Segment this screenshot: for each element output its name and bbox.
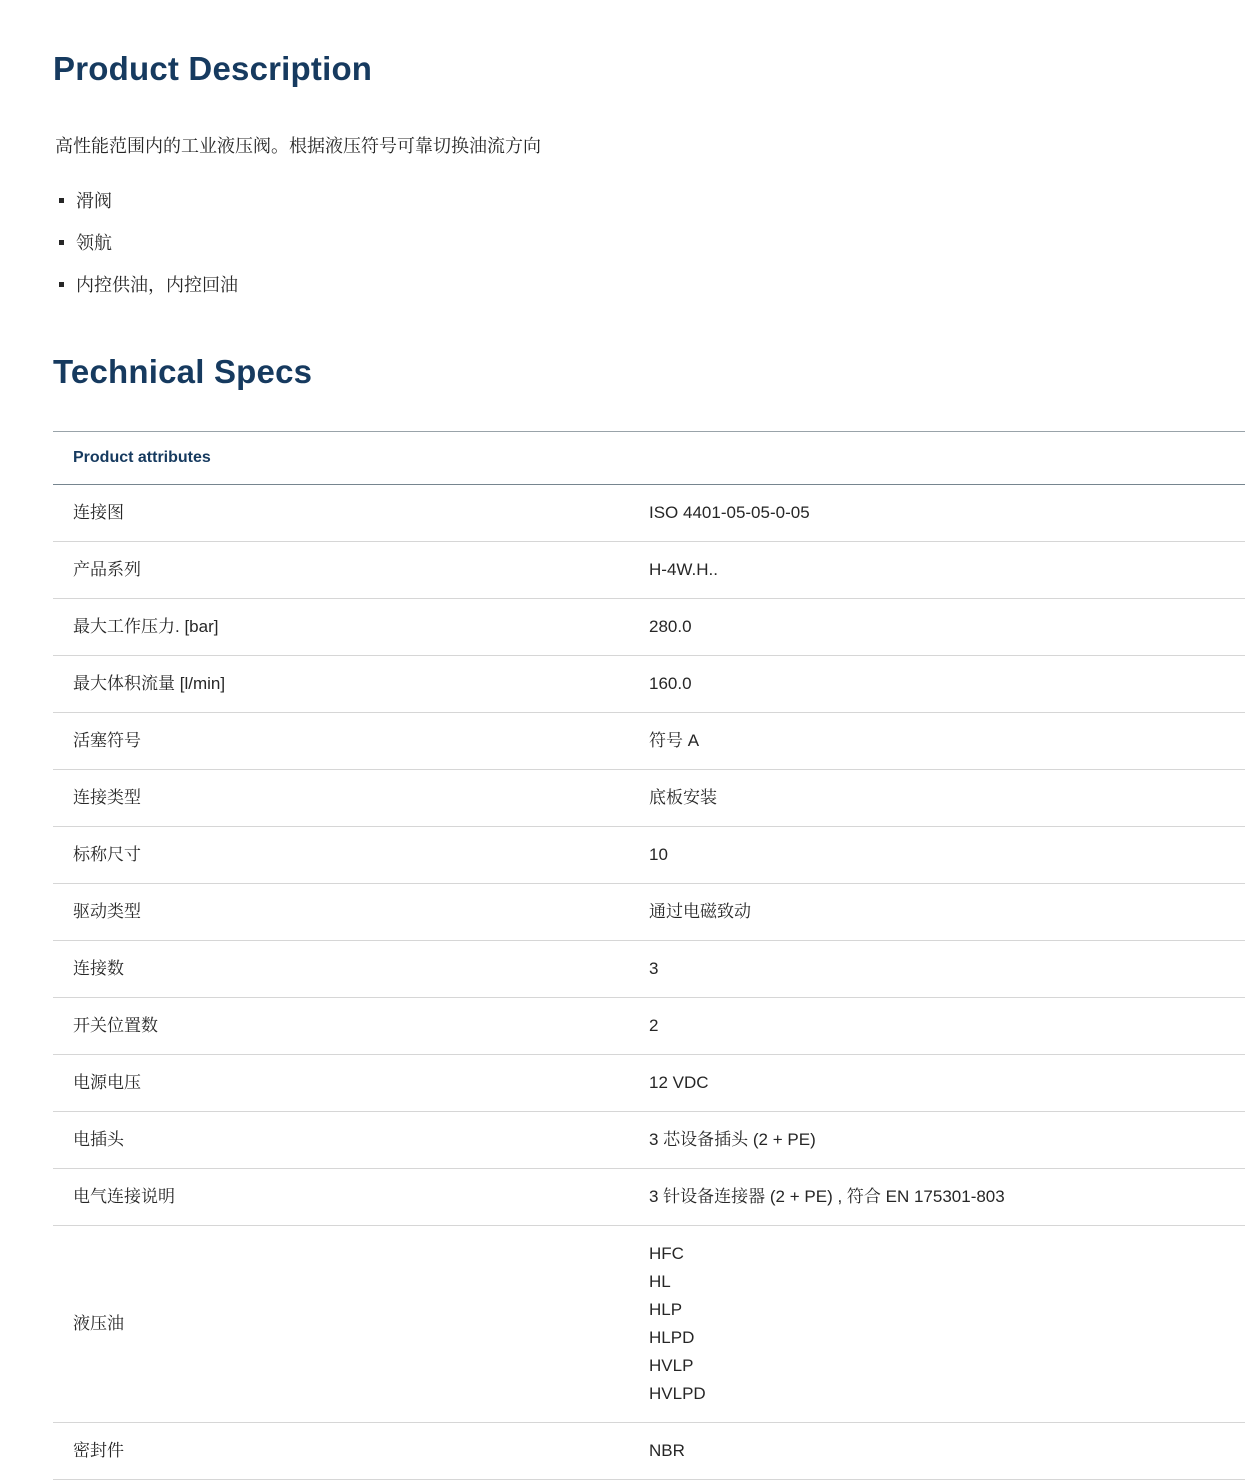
attribute-value (649, 997, 1245, 1054)
technical-specs-section (53, 353, 1245, 1480)
table-row (53, 769, 1245, 826)
description-bullet-list (55, 191, 1245, 295)
attribute-value (649, 598, 1245, 655)
table-row (53, 940, 1245, 997)
table-row (53, 598, 1245, 655)
attribute-value-line: HLPD (649, 1327, 695, 1347)
attribute-label: 连接数 (53, 940, 649, 997)
attribute-label: 电插头 (53, 1111, 649, 1168)
attribute-label: 最大工作压力. [bar] (53, 598, 649, 655)
attributes-table (53, 431, 1245, 1480)
attribute-value-line: ISO 4401-05-05-0-05 (649, 502, 810, 522)
attribute-value-line: 3 芯设备插头 (2 + PE) (649, 1129, 816, 1149)
attribute-label: 驱动类型 (53, 883, 649, 940)
table-row (53, 826, 1245, 883)
attributes-table-body (53, 484, 1245, 1479)
attribute-value (649, 769, 1245, 826)
product-description-title: Product Description (53, 50, 373, 87)
attribute-value (649, 1225, 1245, 1422)
attribute-label: 密封件 (53, 1422, 649, 1479)
table-header-row (53, 431, 1245, 484)
attribute-value-line: 12 VDC (649, 1072, 709, 1092)
attribute-value-line: 3 针设备连接器 (2 + PE) , 符合 EN 175301-803 (649, 1186, 1005, 1206)
attribute-value-line: 2 (649, 1015, 659, 1035)
table-row (53, 1111, 1245, 1168)
attribute-value (649, 826, 1245, 883)
table-row (53, 541, 1245, 598)
description-bullet: 内控供油，内控回油 (55, 275, 1245, 295)
table-row (53, 655, 1245, 712)
attribute-value (649, 1054, 1245, 1111)
attribute-label: 电源电压 (53, 1054, 649, 1111)
table-row (53, 1225, 1245, 1422)
attribute-value-line: HL (649, 1271, 671, 1291)
table-row (53, 883, 1245, 940)
attribute-value (649, 1422, 1245, 1479)
attribute-label: 最大体积流量 [l/min] (53, 655, 649, 712)
attribute-value (649, 1168, 1245, 1225)
table-row (53, 484, 1245, 541)
attribute-value (649, 541, 1245, 598)
attribute-value-line: HLP (649, 1299, 683, 1319)
product-intro-text: 高性能范围内的工业液压阀。根据液压符号可靠切换油流方向 (55, 135, 541, 156)
attribute-value-line: 160.0 (649, 673, 692, 693)
attribute-value (649, 712, 1245, 769)
attribute-value-line: 10 (649, 844, 668, 864)
product-description-section (53, 50, 1245, 295)
attribute-label: 液压油 (53, 1225, 649, 1422)
attribute-value-line: HFC (649, 1243, 684, 1263)
description-bullet: 领航 (55, 233, 1245, 253)
attributes-table-head (53, 431, 1245, 484)
attribute-label: 产品系列 (53, 541, 649, 598)
attribute-label: 连接图 (53, 484, 649, 541)
table-header-label: Product attributes (53, 431, 1245, 484)
attribute-value-line: 符号 A (649, 730, 700, 750)
attribute-value-line: 通过电磁致动 (649, 901, 751, 921)
attribute-value (649, 883, 1245, 940)
description-bullet: 滑阀 (55, 191, 1245, 211)
attribute-label: 活塞符号 (53, 712, 649, 769)
attribute-value (649, 940, 1245, 997)
attribute-value-line: H-4W.H.. (649, 559, 718, 579)
attribute-value-line: NBR (649, 1440, 685, 1460)
attribute-label: 电气连接说明 (53, 1168, 649, 1225)
attribute-value-line: 280.0 (649, 616, 692, 636)
attribute-label: 开关位置数 (53, 997, 649, 1054)
table-row (53, 1422, 1245, 1479)
attribute-value-line: HVLP (649, 1355, 694, 1375)
table-row (53, 1054, 1245, 1111)
technical-specs-title: Technical Specs (53, 352, 313, 390)
attribute-value-line: 3 (649, 958, 659, 978)
attribute-label: 连接类型 (53, 769, 649, 826)
attribute-value (649, 1111, 1245, 1168)
attribute-value (649, 655, 1245, 712)
attribute-label: 标称尺寸 (53, 826, 649, 883)
table-row (53, 712, 1245, 769)
table-row (53, 997, 1245, 1054)
attribute-value-line: HVLPD (649, 1383, 706, 1403)
attribute-value-line: 底板安装 (649, 787, 717, 807)
table-row (53, 1168, 1245, 1225)
attribute-value (649, 484, 1245, 541)
